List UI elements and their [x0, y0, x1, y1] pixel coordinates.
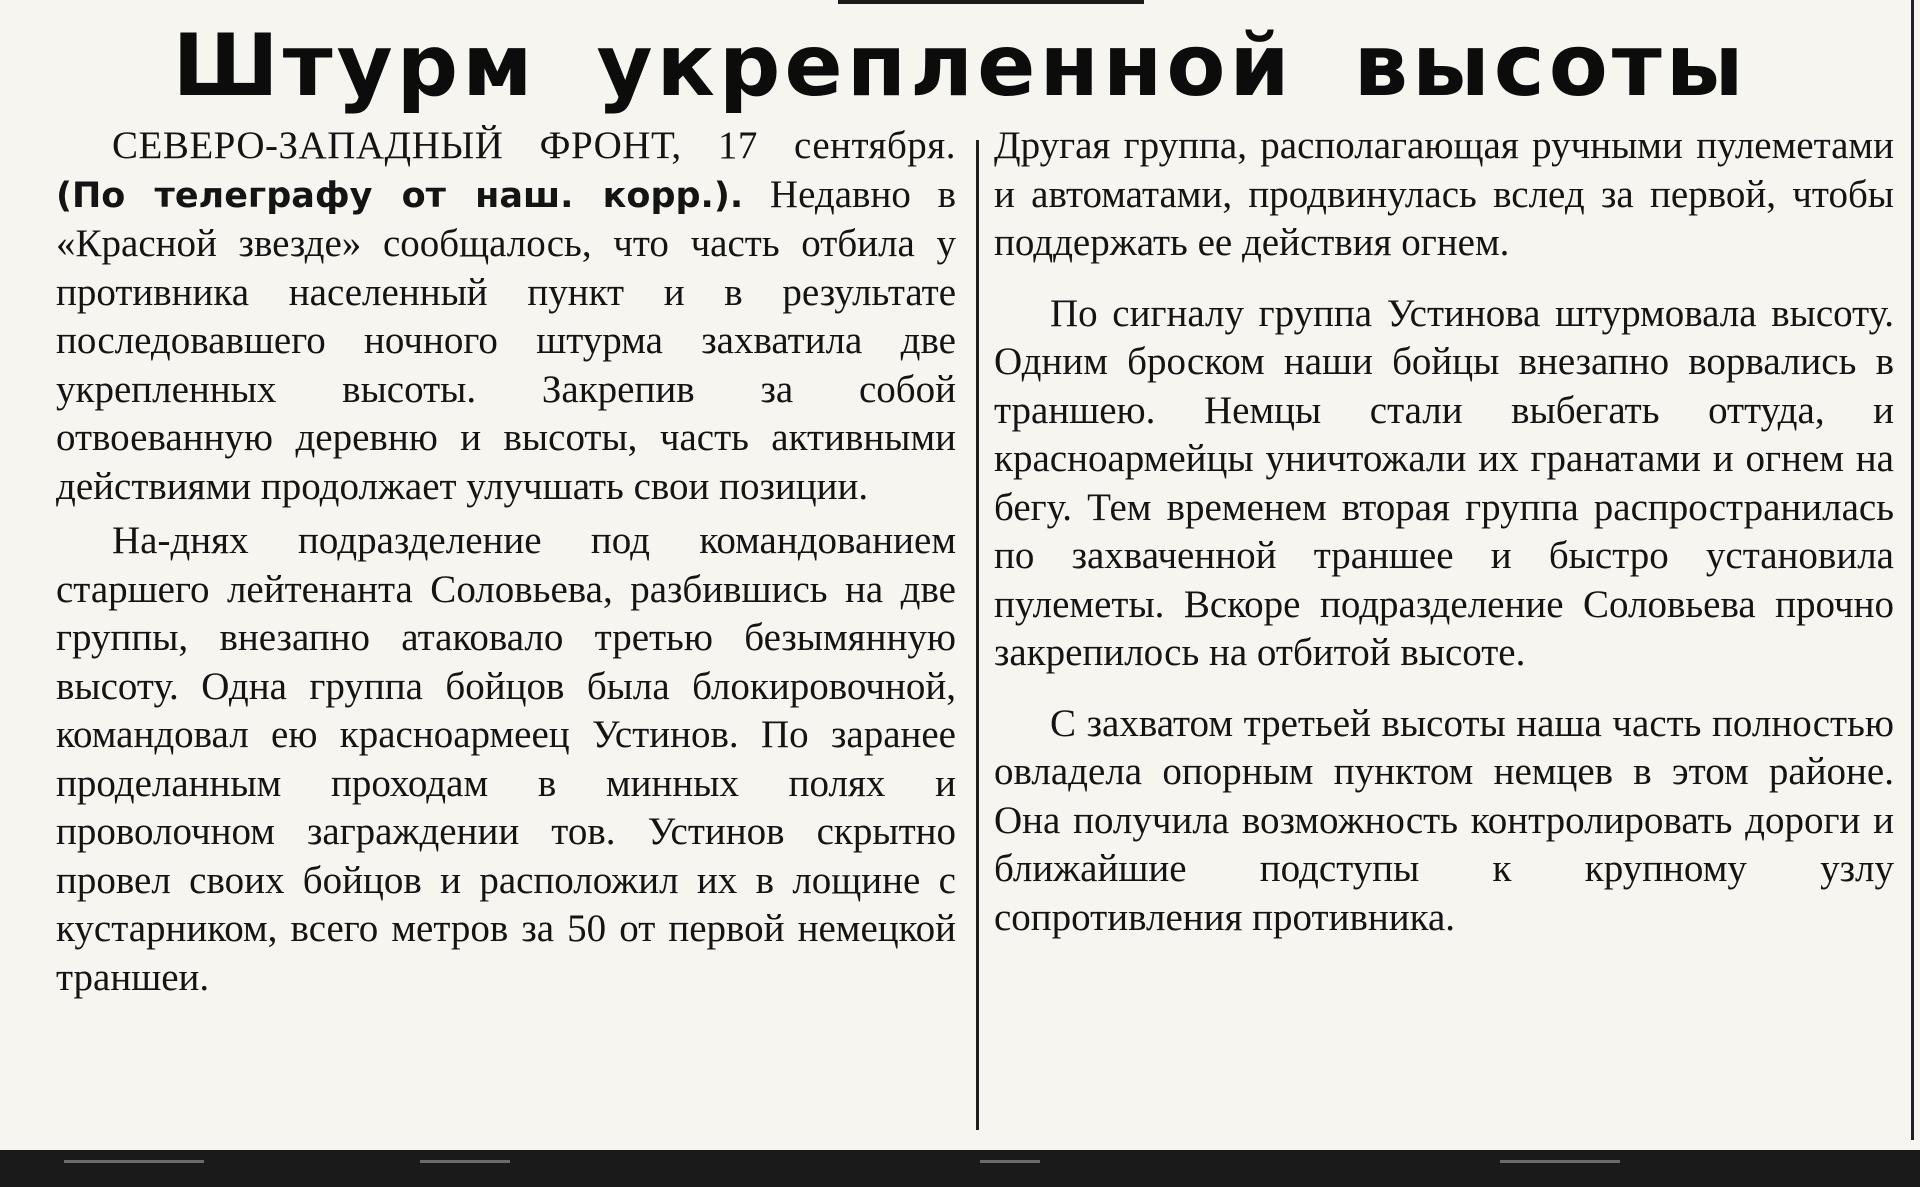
article-column-left	[56, 122, 956, 1002]
paragraph-text: Недавно в «Красной звезде» сообщалось, что часть отбила у противника населенный пункт и в результате последовавшего ночного штурма захватила две укрепленных высоты. Закрепив за собой отвоеванную деревню и высоты, часть активными действиями продолжает улучшать свои позиции.	[56, 172, 957, 508]
bottom-edge-band	[0, 1150, 1920, 1187]
band-speck	[420, 1160, 510, 1163]
article-column-right	[994, 122, 1894, 942]
article-paragraph: С захватом третьей высоты наша часть полностью овладела опорным пунктом немцев в этом районе. Она получила возможность контролировать дороги и ближайшие подступы к крупному узлу сопротивления противника.	[994, 701, 1894, 939]
article-paragraph: Другая группа, располагающая ручными пулеметами и автоматами, продвинулась вслед за первой, чтобы поддержать ее действия огнем.	[994, 124, 1894, 264]
headline: Штурм укрепленной высоты	[172, 16, 1748, 116]
article-paragraph: По сигналу группа Устинова штурмовала высоту. Одним броском наши бойцы внезапно ворвались в траншею. Немцы стали выбегать оттуда, и красноармейцы уничтожали их гранатами и огнем на бегу. Тем временем вторая группа распространилась по захваченной траншее и быстро установила пулеметы. Вскоре подразделение Соловьева прочно закрепилось на отбитой высоте.	[994, 291, 1894, 674]
article-paragraph	[56, 122, 956, 511]
column-divider	[976, 140, 979, 1130]
band-speck	[64, 1160, 204, 1163]
top-rule	[838, 0, 1144, 4]
right-border-rule	[1911, 0, 1914, 1140]
byline: (По телеграфу от наш. корр.).	[56, 175, 744, 216]
band-speck	[1500, 1160, 1620, 1163]
band-speck	[980, 1160, 1040, 1163]
dateline: СЕВЕРО-ЗАПАДНЫЙ ФРОНТ, 17 сентября.	[112, 124, 956, 167]
article-paragraph: На-днях подразделение под командованием старшего лейтенанта Соловьева, разбившись на две группы, внезапно атаковало третью безымянную высоту. Одна группа бойцов была блокировочной, командовал ею красноармеец Устинов. По заранее проделанным проходам в минных полях и проволочном заграждении тов. Устинов скрытно провел своих бойцов и расположил их в лощине с кустарником, всего метров за 50 от первой немецкой траншеи.	[56, 519, 956, 999]
